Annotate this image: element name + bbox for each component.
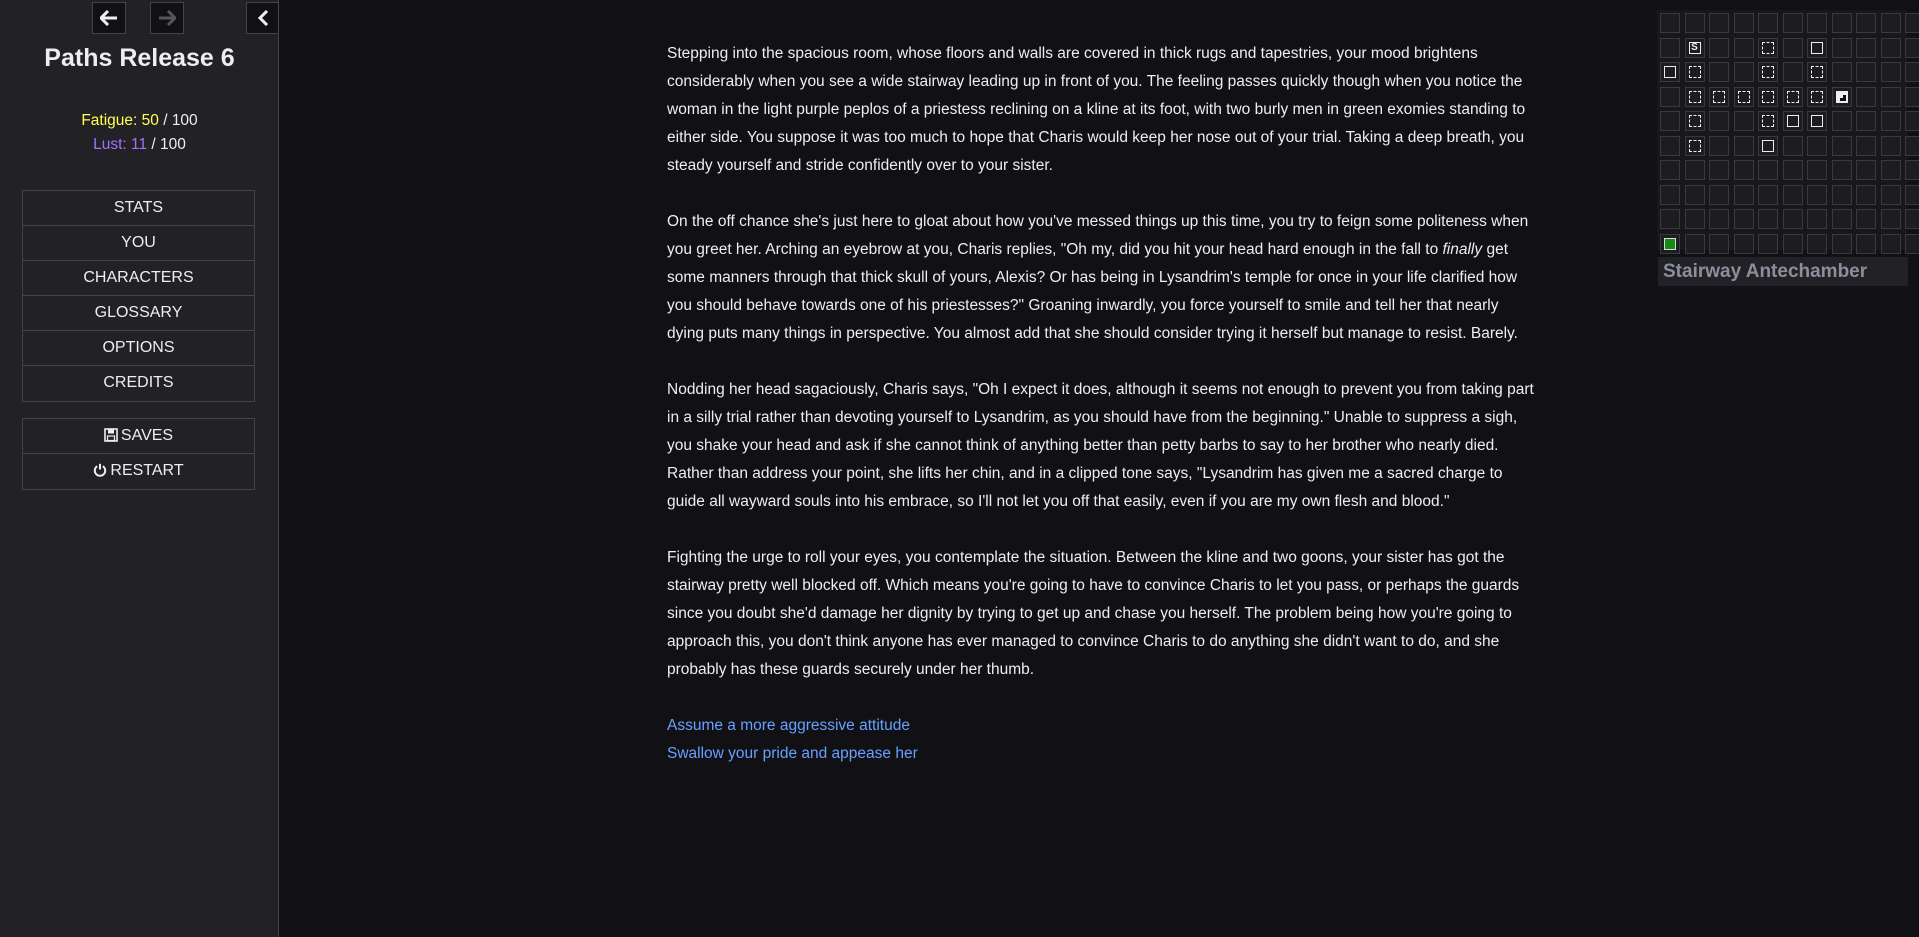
- power-icon: [93, 456, 107, 490]
- minimap-cell: [1660, 185, 1680, 205]
- minimap-current-room: [1664, 238, 1676, 250]
- minimap-cell: [1734, 13, 1754, 33]
- minimap-cell: [1660, 136, 1680, 156]
- arrow-left-icon: [100, 10, 118, 26]
- passage-emphasis: finally: [1442, 241, 1483, 258]
- minimap-start-room: S: [1689, 42, 1701, 54]
- minimap-room: [1787, 91, 1799, 103]
- menu-options[interactable]: OPTIONS: [23, 331, 254, 366]
- minimap-cell: [1856, 160, 1876, 180]
- minimap-cell: [1856, 38, 1876, 58]
- passage-text: get some manners through that thick skull of yours, Alexis? Or has being in Lysandrim's temple for once in your life clarified how you should behave towards one of his priestesses?" Groaning inwardly, you force yourself to smile and tell her that nearly dying puts many things in perspective. You almost add that she should consider trying it herself but manage to resist. Barely.: [667, 241, 1518, 342]
- minimap-cell: [1905, 160, 1919, 180]
- choice-appease-link[interactable]: Swallow your pride and appease her: [667, 745, 918, 762]
- lust-value: 11: [131, 136, 148, 153]
- minimap-cell: [1660, 87, 1680, 107]
- minimap-cell: [1832, 38, 1852, 58]
- minimap-cell: [1685, 185, 1705, 205]
- minimap-cell: [1734, 62, 1754, 82]
- minimap-cell: [1832, 136, 1852, 156]
- minimap-cell: [1685, 13, 1705, 33]
- saves-button[interactable]: [23, 419, 254, 454]
- minimap-room: [1713, 91, 1725, 103]
- minimap-cell: [1832, 209, 1852, 229]
- minimap-cell: [1758, 160, 1778, 180]
- restart-button[interactable]: [23, 454, 254, 489]
- minimap-cell: [1734, 38, 1754, 58]
- minimap-cell: [1709, 13, 1729, 33]
- minimap-cell: [1856, 136, 1876, 156]
- minimap-room: [1762, 91, 1774, 103]
- menu-stats[interactable]: STATS: [23, 191, 254, 226]
- minimap-room: [1811, 42, 1823, 54]
- minimap-cell: [1881, 87, 1901, 107]
- fatigue-max: / 100: [163, 112, 198, 129]
- minimap-cell: [1832, 62, 1852, 82]
- choice-aggressive-link[interactable]: Assume a more aggressive attitude: [667, 717, 910, 734]
- minimap-room: [1787, 115, 1799, 127]
- minimap-room: [1762, 115, 1774, 127]
- minimap-cell: [1783, 62, 1803, 82]
- minimap-cell: [1660, 111, 1680, 131]
- minimap-cell: [1856, 234, 1876, 254]
- minimap-cell: [1660, 209, 1680, 229]
- minimap-cell: [1905, 209, 1919, 229]
- minimap-cell: [1734, 111, 1754, 131]
- menu-you[interactable]: YOU: [23, 226, 254, 261]
- minimap-cell: [1905, 185, 1919, 205]
- fatigue-label: Fatigue:: [81, 112, 138, 129]
- minimap-cell: [1807, 160, 1827, 180]
- minimap-cell: [1856, 62, 1876, 82]
- location-name: Stairway Antechamber: [1658, 257, 1908, 286]
- minimap-room: [1762, 42, 1774, 54]
- minimap-cell: [1709, 111, 1729, 131]
- minimap-cell: [1783, 160, 1803, 180]
- minimap-cell: [1881, 209, 1901, 229]
- minimap-cell: [1758, 13, 1778, 33]
- minimap-cell: [1660, 160, 1680, 180]
- minimap-cell: [1881, 185, 1901, 205]
- minimap-room: [1811, 91, 1823, 103]
- minimap-room: [1762, 140, 1774, 152]
- minimap-room: [1689, 91, 1701, 103]
- passage-paragraph: [667, 208, 1537, 348]
- minimap-cell: [1832, 185, 1852, 205]
- minimap-cell: [1758, 209, 1778, 229]
- minimap-cell: [1709, 209, 1729, 229]
- minimap-cell: [1881, 111, 1901, 131]
- minimap-cell: [1881, 234, 1901, 254]
- minimap-cell: [1807, 136, 1827, 156]
- minimap-room: [1738, 91, 1750, 103]
- minimap-cell: [1660, 38, 1680, 58]
- choice-list: [667, 712, 1537, 768]
- minimap-stairs-icon: [1836, 91, 1848, 103]
- minimap-cell: [1832, 234, 1852, 254]
- minimap-cell: [1660, 13, 1680, 33]
- minimap-cell: [1832, 13, 1852, 33]
- minimap-room: [1811, 115, 1823, 127]
- minimap-cell: [1856, 13, 1876, 33]
- minimap-cell: [1807, 209, 1827, 229]
- floppy-disk-icon: [104, 421, 118, 455]
- lust-label: Lust:: [93, 136, 127, 153]
- passage-text: On the off chance she's just here to gloat about how you've messed things up this time, you try to feign some politeness when you greet her. Arching an eyebrow at you, Charis replies, "Oh my, did you hit your head hard enough in the fall to: [667, 213, 1529, 258]
- lust-max: / 100: [151, 136, 186, 153]
- minimap-cell: [1685, 160, 1705, 180]
- chevron-left-icon: [257, 10, 269, 26]
- minimap-cell: [1881, 62, 1901, 82]
- minimap-cell: [1783, 136, 1803, 156]
- fatigue-value: 50: [141, 112, 159, 129]
- history-back-button[interactable]: [92, 2, 126, 34]
- minimap-cell: [1905, 13, 1919, 33]
- minimap-cell: [1856, 87, 1876, 107]
- minimap-cell: [1758, 185, 1778, 205]
- minimap-room: [1689, 66, 1701, 78]
- minimap-room: [1689, 140, 1701, 152]
- menu-characters[interactable]: CHARACTERS: [23, 261, 254, 296]
- minimap-cell: [1881, 160, 1901, 180]
- story-title: Paths Release 6: [44, 44, 235, 72]
- sidebar-toggle-button[interactable]: [246, 2, 279, 34]
- minimap-cell: [1881, 136, 1901, 156]
- minimap-cell: [1685, 209, 1705, 229]
- lust-stat: [0, 136, 279, 154]
- minimap-cell: [1734, 234, 1754, 254]
- minimap-cell: [1709, 38, 1729, 58]
- minimap-cell: [1856, 185, 1876, 205]
- sidebar: [0, 0, 279, 937]
- minimap-cell: [1709, 62, 1729, 82]
- minimap-cell: [1905, 234, 1919, 254]
- history-forward-button[interactable]: [150, 2, 184, 34]
- passage-paragraph: Stepping into the spacious room, whose floors and walls are covered in thick rugs and tapestries, your mood brightens considerably when you see a wide stairway leading up in front of you. The feeling passes quickly though when you notice the woman in the light purple peplos of a priestess reclining on a kline at its foot, with two burly men in green exomies standing to either side. You suppose it was too much to hope that Charis would keep her nose out of your trial. Taking a deep breath, you steady yourself and stride confidently over to your sister.: [667, 45, 1526, 174]
- minimap-cell: [1905, 136, 1919, 156]
- minimap-cell: [1709, 160, 1729, 180]
- main-menu: [22, 190, 255, 402]
- menu-glossary[interactable]: GLOSSARY: [23, 296, 254, 331]
- minimap-cell: [1807, 13, 1827, 33]
- passage-paragraph: Fighting the urge to roll your eyes, you contemplate the situation. Between the kline and two goons, your sister has got the stairway pretty well blocked off. Which means you're going to have to convince Charis to let you pass, or perhaps the guards since you doubt she'd damage her dignity by trying to get up and chase you herself. The problem being how you're going to approach this, you don't think anyone has ever managed to convince Charis to do anything she didn't want to do, and she probably has these guards securely under her thumb.: [667, 549, 1520, 678]
- minimap-room: [1811, 66, 1823, 78]
- arrow-right-icon: [158, 10, 176, 26]
- minimap-cell: [1905, 38, 1919, 58]
- fatigue-stat: [0, 112, 279, 130]
- minimap-cell: [1734, 160, 1754, 180]
- minimap-cell: [1905, 62, 1919, 82]
- minimap-cell: [1709, 136, 1729, 156]
- saves-label: SAVES: [120, 427, 174, 444]
- minimap-cell: [1856, 111, 1876, 131]
- restart-label: RESTART: [110, 462, 184, 479]
- minimap-cell: [1783, 185, 1803, 205]
- minimap-cell: [1709, 234, 1729, 254]
- minimap-cell: [1807, 234, 1827, 254]
- system-menu: [22, 418, 255, 490]
- minimap-room: [1689, 115, 1701, 127]
- minimap-cell: [1881, 13, 1901, 33]
- passage-paragraph: Nodding her head sagaciously, Charis says, "Oh I expect it does, although it seems not enough to prevent you from taking part in a silly trial rather than devoting yourself to Lysandrim, as you should have from the beginning." Unable to suppress a sigh, you shake your head and ask if she cannot think of anything better than petty barbs to say to her brother who nearly died. Rather than address your point, she lifts her chin, and in a clipped tone says, "Lysandrim has given me a sacred charge to guide all wayward souls into his embrace, so I'll not let you off that easily, even if you are my own flesh and blood.": [667, 381, 1534, 510]
- minimap-cell: [1685, 234, 1705, 254]
- minimap-cell: [1807, 185, 1827, 205]
- minimap-cell: [1881, 38, 1901, 58]
- menu-credits[interactable]: CREDITS: [103, 374, 174, 391]
- minimap-cell: [1758, 234, 1778, 254]
- minimap-cell: [1783, 13, 1803, 33]
- minimap-cell: [1734, 209, 1754, 229]
- minimap-room: [1664, 66, 1676, 78]
- minimap-cell: [1709, 185, 1729, 205]
- minimap-cell: [1734, 136, 1754, 156]
- minimap-cell: [1856, 209, 1876, 229]
- minimap-cell: [1905, 111, 1919, 131]
- minimap-cell: [1734, 185, 1754, 205]
- minimap-cell: [1832, 111, 1852, 131]
- minimap: [1657, 10, 1907, 250]
- story-passage: [667, 40, 1537, 768]
- minimap-cell: [1783, 234, 1803, 254]
- minimap-cell: [1783, 209, 1803, 229]
- minimap-cell: [1905, 87, 1919, 107]
- minimap-room: [1762, 66, 1774, 78]
- minimap-cell: [1832, 160, 1852, 180]
- minimap-cell: [1783, 38, 1803, 58]
